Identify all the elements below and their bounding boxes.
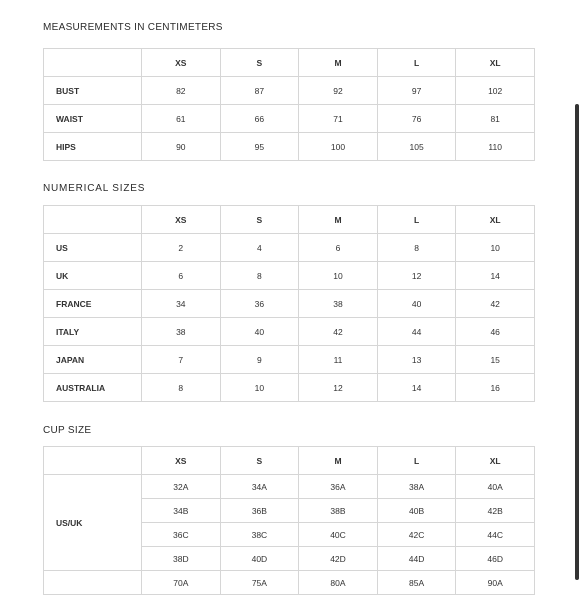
- value-cell: 42D: [299, 547, 378, 571]
- header-row: [44, 447, 535, 475]
- value-cell: 12: [377, 262, 456, 290]
- value-cell: 42: [456, 290, 535, 318]
- size-header-cell: S: [220, 447, 299, 475]
- header-row: [44, 206, 535, 234]
- value-cell: 66: [220, 105, 299, 133]
- header-row: [44, 49, 535, 77]
- value-cell: 42: [299, 318, 378, 346]
- value-cell: 97: [377, 77, 456, 105]
- table-row: [44, 133, 535, 161]
- value-cell: 40A: [456, 475, 535, 499]
- value-cell: 8: [142, 374, 221, 402]
- size-header-cell: XL: [456, 447, 535, 475]
- value-cell: 100: [299, 133, 378, 161]
- value-cell: 40D: [220, 547, 299, 571]
- value-cell: 13: [377, 346, 456, 374]
- value-cell: 105: [377, 133, 456, 161]
- value-cell: 38A: [377, 475, 456, 499]
- value-cell: 44C: [456, 523, 535, 547]
- size-header-cell: M: [299, 206, 378, 234]
- value-cell: 6: [142, 262, 221, 290]
- value-cell: 38B: [299, 499, 378, 523]
- value-cell: 8: [377, 234, 456, 262]
- scrollbar-thumb[interactable]: [575, 104, 579, 580]
- value-cell: 40B: [377, 499, 456, 523]
- value-cell: 70A: [142, 571, 221, 595]
- value-cell: 9: [220, 346, 299, 374]
- value-cell: 38D: [142, 547, 221, 571]
- value-cell: 76: [377, 105, 456, 133]
- value-cell: 7: [142, 346, 221, 374]
- table-row: [44, 346, 535, 374]
- table-row: [44, 571, 535, 595]
- value-cell: 92: [299, 77, 378, 105]
- value-cell: 46: [456, 318, 535, 346]
- size-header-cell: XS: [142, 49, 221, 77]
- value-cell: 14: [456, 262, 535, 290]
- table-row: [44, 234, 535, 262]
- value-cell: 85A: [377, 571, 456, 595]
- value-cell: 46D: [456, 547, 535, 571]
- group-label-cell: US/UK: [44, 475, 142, 571]
- value-cell: 44: [377, 318, 456, 346]
- corner-cell: [44, 49, 142, 77]
- scrollbar-track[interactable]: [574, 0, 580, 580]
- row-label-cell: FRANCE: [44, 290, 142, 318]
- row-label-cell: US: [44, 234, 142, 262]
- value-cell: 102: [456, 77, 535, 105]
- value-cell: 75A: [220, 571, 299, 595]
- value-cell: 90: [142, 133, 221, 161]
- value-cell: 87: [220, 77, 299, 105]
- table-row: [44, 318, 535, 346]
- value-cell: 71: [299, 105, 378, 133]
- size-header-cell: M: [299, 49, 378, 77]
- corner-cell: [44, 447, 142, 475]
- value-cell: 14: [377, 374, 456, 402]
- row-label-cell: JAPAN: [44, 346, 142, 374]
- cup-size-table: [43, 446, 535, 595]
- table-row: [44, 374, 535, 402]
- value-cell: 44D: [377, 547, 456, 571]
- value-cell: 38: [142, 318, 221, 346]
- value-cell: 16: [456, 374, 535, 402]
- value-cell: 10: [220, 374, 299, 402]
- corner-cell: [44, 206, 142, 234]
- size-header-cell: M: [299, 447, 378, 475]
- numerical-sizes-title: NUMERICAL SIZES: [43, 183, 146, 194]
- size-header-cell: XS: [142, 206, 221, 234]
- value-cell: 12: [299, 374, 378, 402]
- size-header-cell: S: [220, 206, 299, 234]
- value-cell: 38C: [220, 523, 299, 547]
- value-cell: 4: [220, 234, 299, 262]
- row-label-cell: AUSTRALIA: [44, 374, 142, 402]
- row-label-cell: ITALY: [44, 318, 142, 346]
- table-row: [44, 105, 535, 133]
- value-cell: 95: [220, 133, 299, 161]
- value-cell: 40: [220, 318, 299, 346]
- row-label-cell: UK: [44, 262, 142, 290]
- row-label-cell: WAIST: [44, 105, 142, 133]
- size-header-cell: XL: [456, 206, 535, 234]
- value-cell: 8: [220, 262, 299, 290]
- size-header-cell: XS: [142, 447, 221, 475]
- value-cell: 34B: [142, 499, 221, 523]
- table-row: [44, 262, 535, 290]
- value-cell: 34A: [220, 475, 299, 499]
- value-cell: 40: [377, 290, 456, 318]
- size-header-cell: L: [377, 447, 456, 475]
- value-cell: 38: [299, 290, 378, 318]
- value-cell: 82: [142, 77, 221, 105]
- empty-label-cell: [44, 571, 142, 595]
- value-cell: 40C: [299, 523, 378, 547]
- measurements-title: MEASUREMENTS IN CENTIMETERS: [43, 22, 223, 33]
- size-header-cell: L: [377, 49, 456, 77]
- cup-size-title: CUP SIZE: [43, 425, 92, 436]
- value-cell: 110: [456, 133, 535, 161]
- value-cell: 2: [142, 234, 221, 262]
- value-cell: 36C: [142, 523, 221, 547]
- value-cell: 90A: [456, 571, 535, 595]
- value-cell: 10: [299, 262, 378, 290]
- row-label-cell: HIPS: [44, 133, 142, 161]
- table-row: [44, 475, 535, 499]
- value-cell: 10: [456, 234, 535, 262]
- numerical-sizes-table: [43, 205, 535, 402]
- value-cell: 80A: [299, 571, 378, 595]
- value-cell: 42B: [456, 499, 535, 523]
- size-header-cell: XL: [456, 49, 535, 77]
- value-cell: 36: [220, 290, 299, 318]
- value-cell: 11: [299, 346, 378, 374]
- measurements-table: [43, 48, 535, 161]
- table-row: [44, 77, 535, 105]
- value-cell: 34: [142, 290, 221, 318]
- size-header-cell: L: [377, 206, 456, 234]
- value-cell: 32A: [142, 475, 221, 499]
- value-cell: 61: [142, 105, 221, 133]
- value-cell: 6: [299, 234, 378, 262]
- value-cell: 81: [456, 105, 535, 133]
- value-cell: 36B: [220, 499, 299, 523]
- value-cell: 15: [456, 346, 535, 374]
- value-cell: 36A: [299, 475, 378, 499]
- value-cell: 42C: [377, 523, 456, 547]
- size-header-cell: S: [220, 49, 299, 77]
- table-row: [44, 290, 535, 318]
- row-label-cell: BUST: [44, 77, 142, 105]
